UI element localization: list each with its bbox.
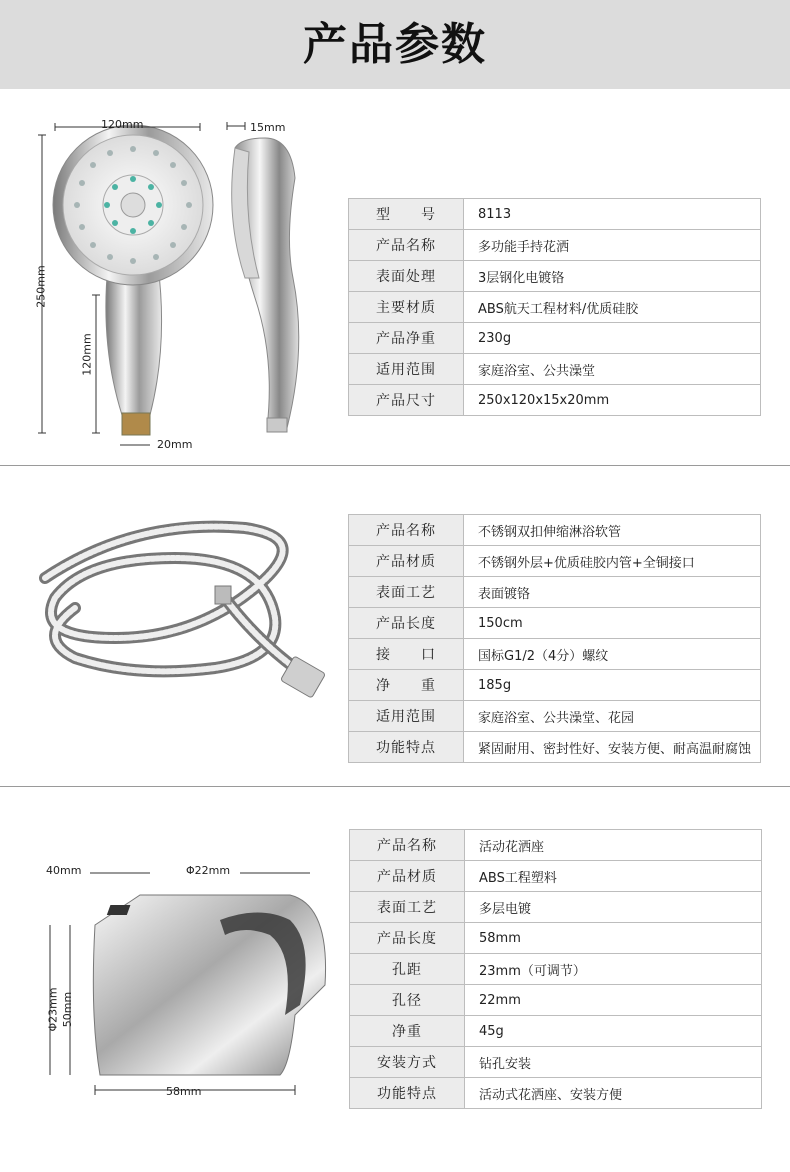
spec-row <box>350 1016 762 1047</box>
spec-label: 表面处理 <box>349 261 464 292</box>
spec-row <box>349 701 761 732</box>
section-divider <box>0 465 790 466</box>
shower-holder-image <box>40 865 330 1105</box>
spec-value: 3层钢化电镀铬 <box>464 261 761 292</box>
page-title: 产品参数 <box>303 19 487 70</box>
spec-label: 表面工艺 <box>350 892 465 923</box>
spec-label: 功能特点 <box>350 1078 465 1109</box>
spec-row <box>350 954 762 985</box>
spec-value: 国标G1/2（4分）螺纹 <box>464 639 761 670</box>
spec-label: 孔径 <box>350 985 465 1016</box>
spec-label: 产品净重 <box>349 323 464 354</box>
shower-head-side-image <box>215 118 325 438</box>
spec-value: 紧固耐用、密封性好、安装方便、耐高温耐腐蚀 <box>464 732 761 763</box>
spec-value: 不锈钢外层+优质硅胶内管+全铜接口 <box>464 546 761 577</box>
spec-value: 230g <box>464 323 761 354</box>
spec-row <box>349 732 761 763</box>
spec-value: 185g <box>464 670 761 701</box>
dim-handle-length: 120mm <box>80 333 94 376</box>
dim-head-width: 120mm <box>101 118 144 131</box>
spec-row <box>350 861 762 892</box>
spec-label: 产品名称 <box>349 230 464 261</box>
spec-value: 家庭浴室、公共澡堂 <box>464 354 761 385</box>
spec-label: 适用范围 <box>349 701 464 732</box>
dim-thread: 20mm <box>157 438 193 451</box>
dim-thickness: 15mm <box>250 121 286 134</box>
spec-value: 22mm <box>465 985 762 1016</box>
spec-label: 产品尺寸 <box>349 385 464 416</box>
spec-value: 45g <box>465 1016 762 1047</box>
spec-row <box>349 292 761 323</box>
spec-row <box>350 923 762 954</box>
spec-row <box>349 323 761 354</box>
spec-row <box>349 354 761 385</box>
dim-height: 50mm <box>61 991 75 1028</box>
dim-outer-diameter: Φ23mm <box>46 987 60 1032</box>
spec-row <box>349 608 761 639</box>
spec-value: 活动式花洒座、安装方便 <box>465 1078 762 1109</box>
dim-length: 58mm <box>166 1085 202 1098</box>
spec-label: 安装方式 <box>350 1047 465 1078</box>
spec-row <box>349 515 761 546</box>
spec-row <box>350 1047 762 1078</box>
spec-value: 家庭浴室、公共澡堂、花园 <box>464 701 761 732</box>
spec-row <box>350 892 762 923</box>
spec-value: 58mm <box>465 923 762 954</box>
spec-value: ABS航天工程材料/优质硅胶 <box>464 292 761 323</box>
spec-row <box>349 577 761 608</box>
spec-value: 8113 <box>464 199 761 230</box>
spec-label: 产品长度 <box>349 608 464 639</box>
spec-label: 产品名称 <box>350 830 465 861</box>
spec-value: 不锈钢双扣伸缩淋浴软管 <box>464 515 761 546</box>
spec-label: 产品材质 <box>349 546 464 577</box>
header-banner <box>0 0 790 89</box>
spec-value: 活动花洒座 <box>465 830 762 861</box>
spec-label: 功能特点 <box>349 732 464 763</box>
spec-value: 250x120x15x20mm <box>464 385 761 416</box>
spec-row <box>349 261 761 292</box>
spec-value: ABS工程塑料 <box>465 861 762 892</box>
spec-value: 多功能手持花洒 <box>464 230 761 261</box>
spec-row <box>350 830 762 861</box>
spec-row <box>349 230 761 261</box>
spec-label: 产品名称 <box>349 515 464 546</box>
spec-label: 主要材质 <box>349 292 464 323</box>
shower-head-front-image <box>30 115 230 455</box>
spec-row <box>349 639 761 670</box>
spec-row <box>350 1078 762 1109</box>
spec-table-hose <box>348 514 761 763</box>
spec-table-shower-head <box>348 198 761 416</box>
spec-row <box>349 546 761 577</box>
dim-hole-diameter: Φ22mm <box>186 864 231 877</box>
dim-total-length: 250mm <box>34 265 48 308</box>
dim-width: 40mm <box>46 864 82 877</box>
spec-value: 表面镀铬 <box>464 577 761 608</box>
spec-row <box>349 670 761 701</box>
spec-table-holder <box>349 829 762 1109</box>
spec-row <box>349 385 761 416</box>
spec-row <box>350 985 762 1016</box>
spec-label: 净重 <box>350 1016 465 1047</box>
section-divider <box>0 786 790 787</box>
shower-hose-image <box>15 498 335 728</box>
spec-label: 适用范围 <box>349 354 464 385</box>
spec-value: 150cm <box>464 608 761 639</box>
spec-row <box>349 199 761 230</box>
spec-label: 产品长度 <box>350 923 465 954</box>
spec-value: 23mm（可调节） <box>465 954 762 985</box>
spec-label: 净 重 <box>349 670 464 701</box>
spec-label: 型 号 <box>349 199 464 230</box>
spec-label: 孔距 <box>350 954 465 985</box>
spec-value: 钻孔安装 <box>465 1047 762 1078</box>
spec-label: 产品材质 <box>350 861 465 892</box>
spec-label: 表面工艺 <box>349 577 464 608</box>
spec-label: 接 口 <box>349 639 464 670</box>
spec-value: 多层电镀 <box>465 892 762 923</box>
